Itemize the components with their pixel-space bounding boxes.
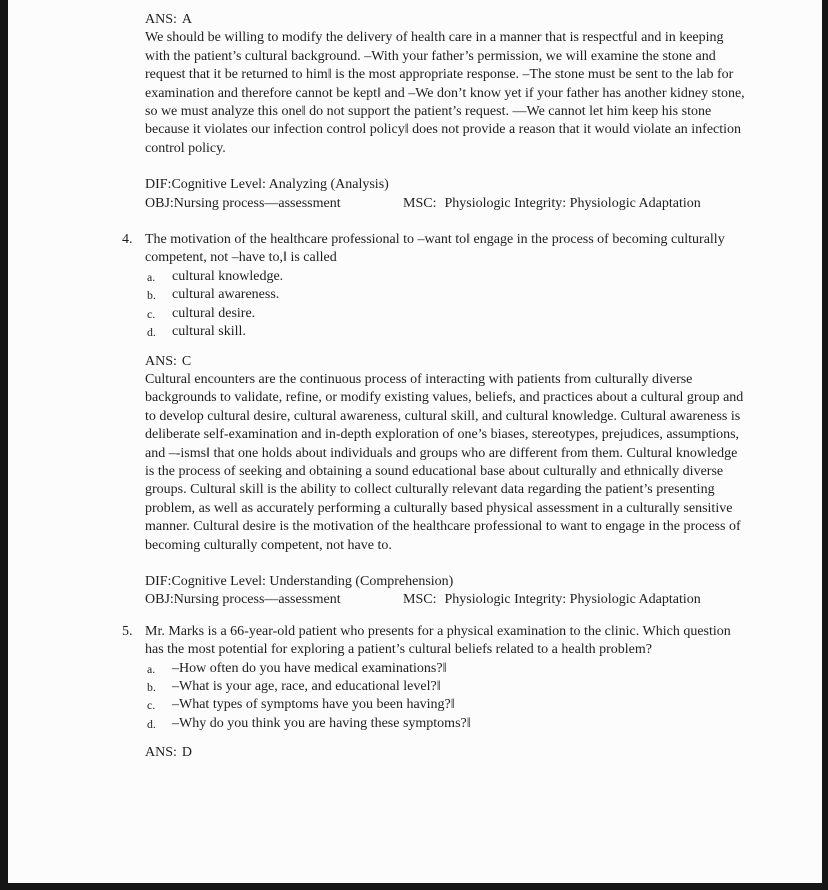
rationale-paragraph: We should be willing to modify the delivery of health care in a manner that is respectful and in keeping with the patient’s cultural background. –With your father’s permission, we will examine the stone and request that it be returned to him‖ is the most appropriate response. –The stone must be sent to the lab for examination and therefore cannot be kept‖ and –We don’t know yet if your father has another kidney stone, so we must analyze this one‖ do not support the patient’s request. —We cannot let him keep his stone because it violates our infection control policy‖ does not provide a reason that it would violate an infection control policy.: [145, 30, 745, 156]
answer-line: [145, 744, 760, 762]
msc-part: [403, 196, 701, 211]
obj-part: [145, 591, 403, 609]
answer-label: ANS:: [145, 12, 177, 27]
option-row: [147, 305, 745, 323]
option-text: –What is your age, race, and educational level?‖: [172, 679, 441, 694]
answer-line: [145, 11, 760, 29]
option-text: cultural skill.: [172, 324, 246, 340]
option-row: [147, 696, 745, 714]
option-letter: c.: [147, 698, 156, 713]
option-row: [147, 715, 745, 733]
msc-value: Physiologic Integrity: Physiologic Adaptation: [444, 195, 701, 211]
question-text: The motivation of the healthcare professional to –want to‖ engage in the process of becoming culturally competent, not –have to,‖ is called: [145, 232, 725, 266]
dif-value: Cognitive Level: Analyzing (Analysis): [171, 177, 389, 193]
obj-msc-line: [145, 591, 760, 609]
meta-block: [145, 176, 760, 213]
msc-label: MSC:: [403, 195, 437, 211]
answer-line: [145, 353, 760, 371]
dif-value: Cognitive Level: Understanding (Comprehension): [171, 573, 454, 589]
msc-part: [403, 592, 701, 607]
option-letter: a.: [147, 661, 156, 676]
obj-msc-line: [145, 195, 760, 213]
dif-label: DIF:: [145, 177, 172, 193]
option-text: cultural desire.: [172, 305, 256, 321]
option-letter: b.: [147, 288, 156, 303]
dif-line: [145, 176, 760, 194]
document-page: [8, 0, 822, 883]
question-number: 4.: [122, 232, 133, 248]
option-text: –How often do you have medical examinations?‖: [172, 660, 447, 676]
msc-label: MSC:: [403, 592, 437, 608]
obj-value: Nursing process—assessment: [173, 195, 341, 211]
dif-line: [145, 573, 760, 591]
answer-value: C: [181, 353, 192, 369]
question-text: Mr. Marks is a 66-year-old patient who presents for a physical examination to the clinic. Which question has the most potential for exploring a patient’s cultural beliefs related to a health problem?: [145, 623, 731, 658]
obj-label: OBJ:: [145, 195, 174, 211]
option-letter: c.: [147, 306, 156, 321]
question-number: 5.: [122, 623, 133, 639]
dif-label: DIF:: [145, 573, 172, 589]
obj-part: [145, 195, 403, 213]
option-row: [147, 660, 745, 678]
option-row: [147, 286, 745, 304]
option-row: [147, 323, 745, 341]
obj-value: Nursing process—assessment: [173, 592, 341, 608]
option-letter: d.: [147, 325, 156, 340]
option-letter: a.: [147, 269, 156, 284]
question-block: [122, 231, 745, 341]
question-block: [122, 623, 745, 733]
option-letter: d.: [147, 716, 156, 731]
obj-label: OBJ:: [145, 592, 174, 608]
document-content: [122, 11, 760, 763]
meta-block: [145, 573, 760, 610]
option-text: –What types of symptoms have you been having?‖: [172, 697, 455, 713]
rationale-paragraph: Cultural encounters are the continuous process of interacting with patients from culturally diverse backgrounds to validate, refine, or modify existing values, beliefs, and practices about a cultural group and to develop cultural desire, cultural awareness, cultural skill, and cultural knowledge. Cultural awareness is deliberate self-examination and in-depth exploration of one’s biases, stereotypes, prejudices, assumptions, and –-isms‖ that one holds about individuals and groups who are different from them. Cultural knowledge is the process of seeking and obtaining a sound educational base about culturally and ethnically diverse groups. Cultural skill is the ability to collect culturally relevant data regarding the patient’s presenting problem, as well as accurately performing a culturally based physical assessment in a culturally sensitive manner. Cultural desire is the motivation of the healthcare professional to want to engage in the process of becoming culturally competent, not have to.: [145, 371, 744, 553]
option-text: cultural knowledge.: [172, 268, 284, 284]
answer-label: ANS:: [145, 745, 177, 761]
answer-value: A: [181, 12, 193, 27]
option-text: –Why do you think you are having these symptoms?‖: [172, 715, 471, 731]
answer-label: ANS:: [145, 353, 177, 369]
option-text: cultural awareness.: [172, 287, 280, 303]
answer-value: D: [181, 745, 193, 761]
msc-value: Physiologic Integrity: Physiologic Adaptation: [444, 592, 701, 608]
option-letter: b.: [147, 680, 156, 694]
option-row: [147, 268, 745, 286]
option-row: [147, 678, 745, 696]
